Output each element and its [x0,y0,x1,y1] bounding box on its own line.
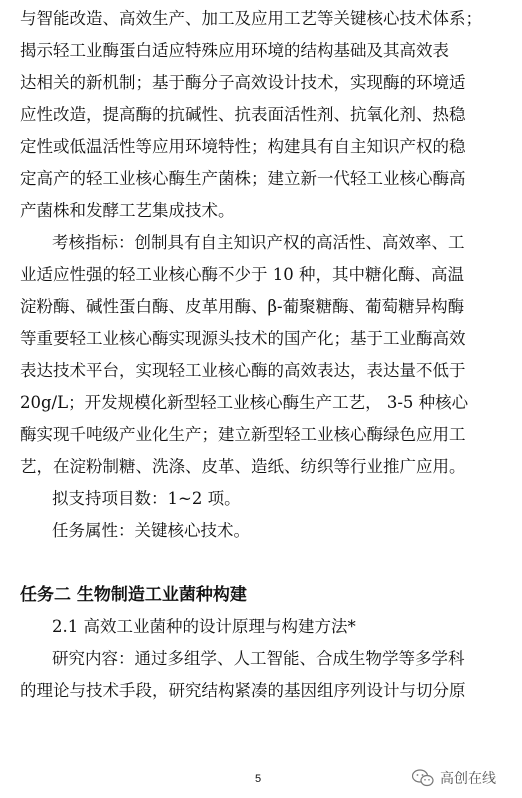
text-line: 定性或低温活性等应用环境特性；构建具有自主知识产权的稳 [20,137,466,156]
text-line: 产菌株和发酵工艺集成技术。 [20,201,235,220]
section-heading: 任务二 生物制造工业菌种构建 [20,585,247,605]
text-line: 20g/L；开发规模化新型轻工业核心酶生产工艺， 3-5 种核心 [20,393,469,412]
text-line: 表达技术平台，实现轻工业核心酶的高效表达，表达量不低于 [20,361,466,380]
wechat-icon [412,769,434,787]
text-line: 揭示轻工业酶蛋白适应特殊应用环境的结构基础及其高效表 [20,41,449,60]
text-line: 拟支持项目数：1~2 项。 [52,489,241,508]
text-line: 考核指标：创制具有自主知识产权的高活性、高效率、工 [52,233,465,252]
text-line: 任务属性：关键核心技术。 [52,521,250,540]
text-line: 定高产的轻工业核心酶生产菌株；建立新一代轻工业核心酶高 [20,169,466,188]
text-line: 酶实现千吨级产业化生产；建立新型轻工业核心酶绿色应用工 [20,425,466,444]
text-line: 与智能改造、高效生产、加工及应用工艺等关键核心技术体系； [20,9,482,28]
text-line: 淀粉酶、碱性蛋白酶、皮革用酶、β-葡聚糖酶、葡萄糖异构酶 [20,297,465,316]
watermark-text: 高创在线 [440,771,496,787]
text-line: 应性改造，提高酶的抗碱性、抗表面活性剂、抗氧化剂、热稳 [20,105,466,124]
text-line: 研究内容：通过多组学、人工智能、合成生物学等多学科 [52,649,465,668]
text-line: 艺，在淀粉制糖、洗涤、皮革、造纸、纺织等行业推广应用。 [20,457,466,476]
page-number: 5 [255,773,262,785]
subsection-heading: 2.1 高效工业菌种的设计原理与构建方法* [52,617,356,636]
text-line: 等重要轻工业核心酶实现源头技术的国产化；基于工业酶高效 [20,329,466,348]
watermark [412,765,496,791]
text-line: 业适应性强的轻工业核心酶不少于 10 种，其中糖化酶、高温 [20,265,464,284]
text-line: 的理论与技术手段，研究结构紧凑的基因组序列设计与切分原 [20,681,466,700]
text-line: 达相关的新机制；基于酶分子高效设计技术，实现酶的环境适 [20,73,466,92]
